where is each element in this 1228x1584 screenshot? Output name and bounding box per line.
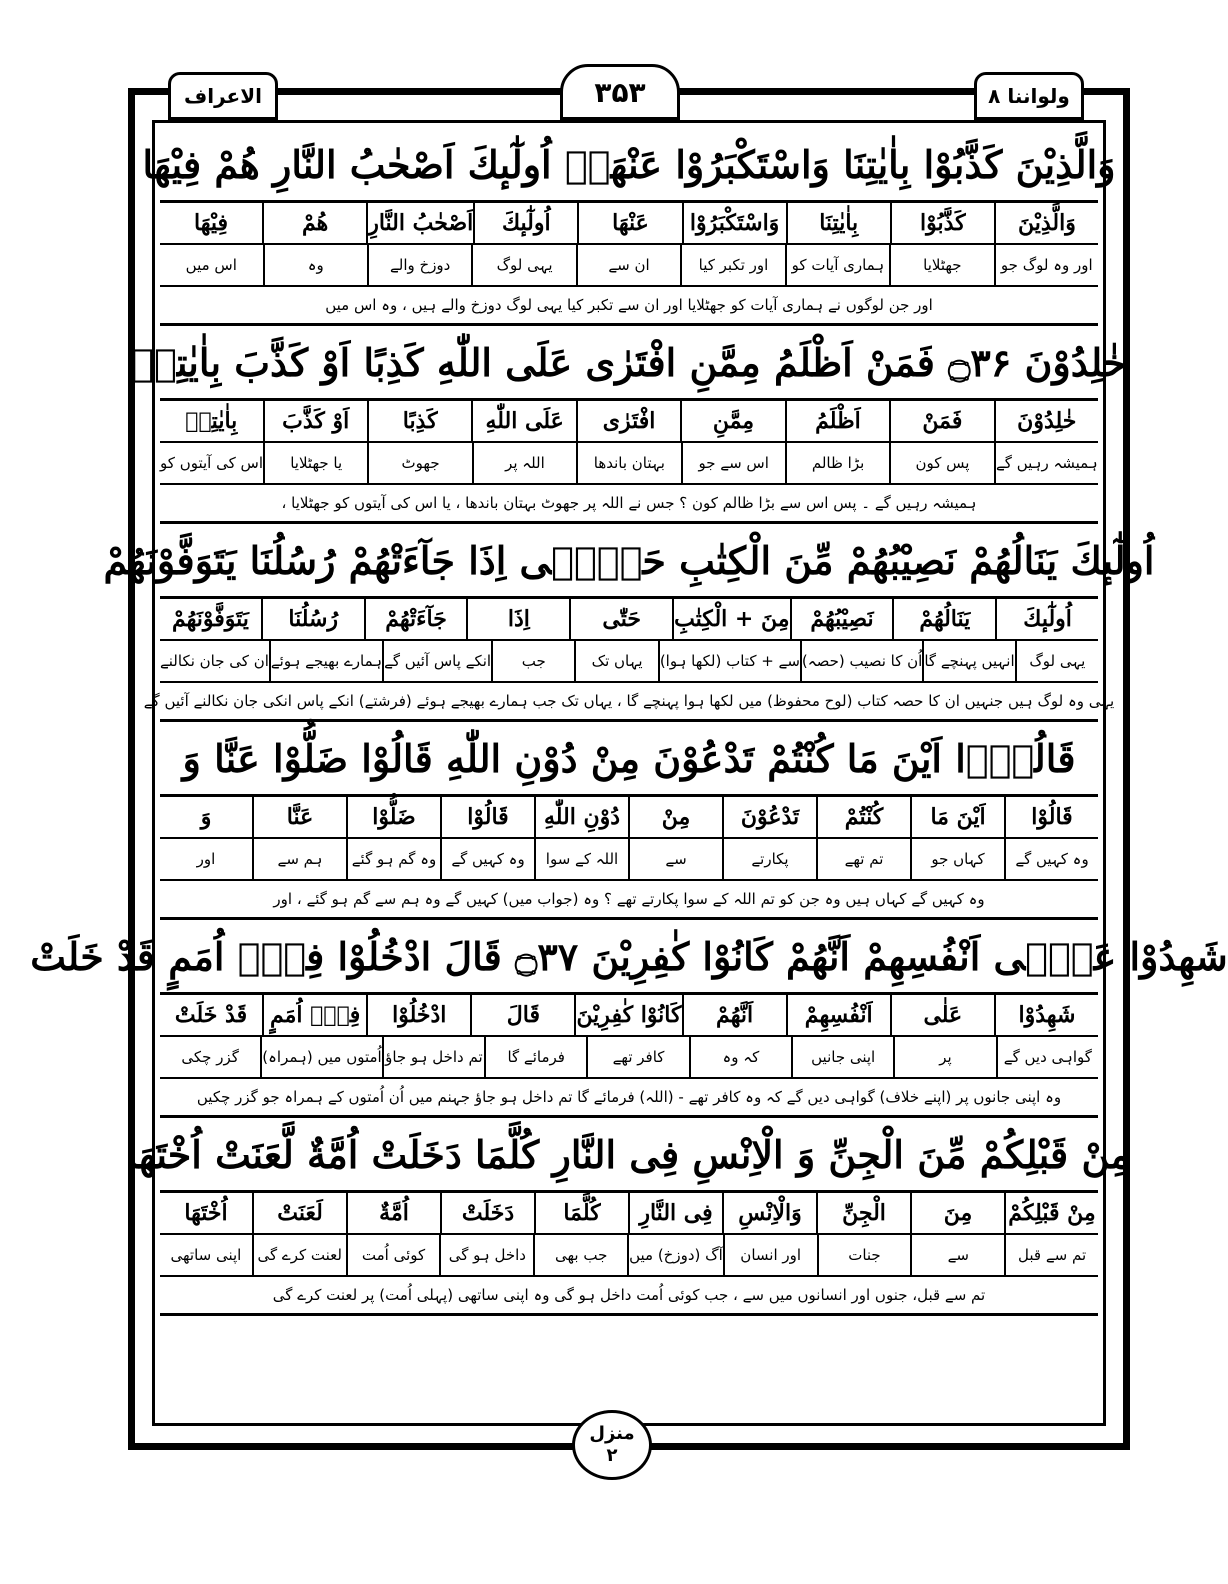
meaning-cell: یہی لوگ: [471, 245, 575, 285]
verse-section: [131, 326, 1127, 524]
word-cell: اَیْنَ مَا: [910, 797, 1004, 837]
meaning-cell: سے: [910, 1235, 1004, 1275]
word-cell: یَنَالُهُمْ: [892, 599, 995, 639]
meaning-cell: کہاں جو: [910, 839, 1004, 879]
meaning-cell: اس کی آیتوں کو: [160, 454, 263, 472]
translation-line: ہمیشہ رہیں گے ۔ پس اس سے بڑا ظالم کون ؟ جس نے اللہ پر جھوٹ بہتان باندھا ، یا اس کی آیتوں کو جھٹلایا ،: [281, 494, 977, 512]
meaning-cell: پکارتے: [722, 839, 816, 879]
page-content: [30, 128, 1228, 1316]
page-number: ۳۵۳: [594, 75, 646, 109]
word-cell: وَالَّذِیْنَ: [994, 203, 1098, 243]
meaning-row: [160, 1235, 1098, 1277]
meaning-cell: اس میں: [185, 256, 237, 274]
word-cell: عَنْهَا: [577, 203, 681, 243]
meaning-cell: ہماری آیات کو: [785, 245, 889, 285]
word-row: [160, 401, 1098, 443]
translation-line: وہ اپنی جانوں پر (اپنے خلاف) گواہی دیں گے کہ وہ کافر تھے - (اللہ) فرمائے گا تم داخل ہو جاؤ جہنم میں اُن اُمتوں کے ہمراہ جو گزر چکیں: [196, 1088, 1062, 1106]
word-cell: اُخْتَهَا: [184, 1200, 228, 1226]
word-cell: اُولٰٓىٕكَ: [995, 599, 1098, 639]
word-cell: لَعَنَتْ: [252, 1193, 346, 1233]
word-cell: قَالُوْا: [440, 797, 534, 837]
word-cell: وَالْاِنْسِ: [722, 1193, 816, 1233]
page-number-tab: [560, 64, 680, 120]
word-cell: اُولٰٓىٕكَ: [473, 203, 577, 243]
word-cell: مِنَ: [910, 1193, 1004, 1233]
juz-name-tab: [974, 72, 1084, 120]
meaning-cell: پس کون: [889, 443, 993, 483]
word-cell: اَنْفُسِهِمْ: [786, 995, 890, 1035]
meaning-cell: جب بھی: [533, 1235, 627, 1275]
word-cell: كَذِبًا: [367, 401, 471, 441]
word-cell: وَاسْتَكْبَرُوْا: [682, 203, 786, 243]
word-cell: جَآءَتْهُمْ: [364, 599, 467, 639]
meaning-cell: کوئی اُمت: [346, 1235, 440, 1275]
word-cell: هُمْ: [262, 203, 366, 243]
word-cell: كُنْتُمْ: [816, 797, 910, 837]
word-cell: عَلٰى: [890, 995, 994, 1035]
word-cell: بِاٰیٰتِهٖ: [185, 408, 238, 434]
meaning-cell: ان سے: [576, 245, 680, 285]
meaning-cell: جھوٹ: [367, 443, 471, 483]
meaning-cell: گواہی دیں گے: [996, 1037, 1098, 1077]
meaning-cell: تم تھے: [816, 839, 910, 879]
meaning-row: [160, 1037, 1098, 1079]
surah-name: الاعراف: [184, 84, 262, 108]
meaning-cell: ہمیشہ رہیں گے: [994, 443, 1098, 483]
meaning-cell: سے + کتاب (لکھا ہوا): [658, 641, 800, 681]
word-cell: كَانُوْا كٰفِرِیْنَ: [574, 995, 681, 1035]
meaning-cell: جب: [491, 641, 574, 681]
meaning-cell: کہ وہ: [689, 1037, 791, 1077]
word-cell: مِمَّنِ: [680, 401, 784, 441]
word-cell: فَمَنْ: [889, 401, 993, 441]
translation-line: یہی وہ لوگ ہیں جنہیں ان کا حصہ کتاب (لوح محفوظ) میں لکھا ہوا پہنچے گا ، یہاں تک جب ہمارے بھیجے ہوئے (فرشتے) انکے پاس انکی جان نکالنے آئیں گے: [143, 692, 1115, 710]
meaning-row: [160, 641, 1098, 683]
meaning-cell: داخل ہو گی: [439, 1235, 533, 1275]
manzil-marker: [572, 1410, 652, 1480]
meaning-cell: وہ: [263, 245, 367, 285]
word-cell: قَدْ خَلَتْ: [174, 1002, 248, 1028]
word-cell: نَصِیْبُهُمْ: [790, 599, 893, 639]
word-cell: قَالُوْا: [1004, 797, 1098, 837]
word-cell: فِیْهَا: [194, 210, 229, 236]
word-row: [160, 995, 1098, 1037]
juz-name: ولواننا ۸: [988, 84, 1070, 108]
meaning-cell: اس سے جو: [681, 443, 785, 483]
word-cell: رُسُلُنَا: [261, 599, 364, 639]
meaning-cell: یا جھٹلایا: [263, 443, 367, 483]
meaning-cell: آگ (دوزخ) میں: [627, 1235, 723, 1275]
meaning-cell: اپنی جانیں: [791, 1037, 893, 1077]
meaning-cell: پر: [893, 1037, 995, 1077]
word-cell: حَتّٰى: [569, 599, 672, 639]
word-cell: خٰلِدُوْنَ: [994, 401, 1098, 441]
meaning-cell: اُن کا نصیب (حصہ): [800, 641, 922, 681]
meaning-cell: وہ کہیں گے: [1004, 839, 1098, 879]
translation-line: وہ کہیں گے کہاں ہیں وہ جن کو تم اللہ کے سوا پکارتے تھے ؟ وہ (جواب میں) کہیں گے وہ ہم سے گم ہو گئے ، اور: [273, 890, 985, 908]
word-cell: اُمَّةٌ: [346, 1193, 440, 1233]
translation-line: تم سے قبل، جنوں اور انسانوں میں سے ، جب کوئی اُمت داخل ہو گی وہ اپنی ساتھی (پہلی اُمت) پر لعنت کرے گی: [272, 1286, 986, 1304]
meaning-row: [160, 839, 1098, 881]
meaning-cell: لعنت کرے گی: [252, 1235, 346, 1275]
meaning-cell: اور تکبر کیا: [680, 245, 784, 285]
verse-section: [103, 524, 1155, 722]
meaning-cell: اپنی ساتھی: [170, 1246, 242, 1264]
meaning-row: [160, 443, 1098, 485]
meaning-cell: اُمتوں میں (ہمراہ): [260, 1037, 381, 1077]
word-cell: دَخَلَتْ: [440, 1193, 534, 1233]
word-cell: اَوْ كَذَّبَ: [263, 401, 367, 441]
word-cell: مِنْ: [628, 797, 722, 837]
word-cell: اِذَا: [466, 599, 569, 639]
meaning-cell: فرمائے گا: [484, 1037, 586, 1077]
meaning-row: [160, 245, 1098, 287]
word-cell: اَصْحٰبُ النَّارِ: [366, 203, 473, 243]
word-cell: افْتَرٰى: [576, 401, 680, 441]
word-cell: شَهِدُوْا: [994, 995, 1098, 1035]
meaning-cell: بڑا ظالم: [785, 443, 889, 483]
meaning-cell: بہتان باندھا: [576, 443, 680, 483]
meaning-cell: ہم سے: [252, 839, 346, 879]
arabic-verse-line: خٰلِدُوْنَ ۝۳۶ فَمَنْ اَظْلَمُ مِمَّنِ افْتَرٰى عَلَى اللّٰهِ كَذِبًا اَوْ كَذَّبَ بِاٰیٰتِهٖ: [160, 326, 1098, 401]
meaning-cell: ان کی جان نکالنے: [159, 652, 269, 670]
word-cell: مِنْ قَبْلِكُمْ: [1004, 1193, 1098, 1233]
arabic-verse-line: شَهِدُوْا عَلٰۤى اَنْفُسِهِمْ اَنَّهُمْ كَانُوْا كٰفِرِیْنَ ۝۳۷ قَالَ ادْخُلُوْا فِیْۤ اُمَمٍ قَدْ خَلَتْ: [160, 920, 1098, 995]
verse-section: [142, 128, 1116, 326]
meaning-cell: سے: [628, 839, 722, 879]
manzil-number: ۲: [606, 1445, 618, 1466]
word-cell: كُلَّمَا: [534, 1193, 628, 1233]
word-row: [160, 203, 1098, 245]
word-cell: دُوْنِ اللّٰهِ: [534, 797, 628, 837]
arabic-verse-line: قَالُوْۤا اَیْنَ مَا كُنْتُمْ تَدْعُوْنَ مِنْ دُوْنِ اللّٰهِ قَالُوْا ضَلُّوْا عَنَّا وَ: [160, 722, 1098, 797]
word-cell: عَلَى اللّٰهِ: [471, 401, 575, 441]
manzil-label: منزل: [589, 1423, 635, 1444]
arabic-verse-line: مِنْ قَبْلِكُمْ مِّنَ الْجِنِّ وَ الْاِنْسِ فِی النَّارِ كُلَّمَا دَخَلَتْ اُمَّةٌ لَّعَنَتْ اُخْتَهَا: [160, 1118, 1098, 1193]
meaning-cell: وہ کہیں گے: [440, 839, 534, 879]
word-cell: تَدْعُوْنَ: [722, 797, 816, 837]
arabic-verse-line: وَالَّذِیْنَ كَذَّبُوْا بِاٰیٰتِنَا وَاسْتَكْبَرُوْا عَنْهَاۤ اُولٰٓىٕكَ اَصْحٰبُ النَّارِ هُمْ فِیْهَا: [160, 128, 1098, 203]
translation-line: اور جن لوگوں نے ہماری آیات کو جھٹلایا اور ان سے تکبر کیا یہی لوگ دوزخ والے ہیں ، وہ اس میں: [325, 296, 933, 314]
meaning-cell: یہاں تک: [574, 641, 657, 681]
meaning-cell: تم سے قبل: [1004, 1235, 1098, 1275]
meaning-cell: وہ گم ہو گئے: [346, 839, 440, 879]
word-row: [160, 599, 1098, 641]
meaning-cell: اور وہ لوگ جو: [994, 245, 1098, 285]
meaning-cell: کافر تھے: [586, 1037, 688, 1077]
meaning-cell: دوزخ والے: [367, 245, 471, 285]
verse-section: [160, 722, 1098, 920]
meaning-cell: یہی لوگ: [1015, 641, 1098, 681]
word-cell: فِی النَّارِ: [628, 1193, 722, 1233]
word-cell: قَالَ: [470, 995, 574, 1035]
meaning-cell: جنات: [817, 1235, 911, 1275]
meaning-cell: انہیں پہنچے گا: [922, 641, 1014, 681]
meaning-cell: انکے پاس آئیں گے: [382, 641, 491, 681]
word-cell: یَتَوَفَّوْنَهُمْ: [171, 606, 249, 632]
verse-section: [127, 1118, 1131, 1316]
word-cell: اَنَّهُمْ: [682, 995, 786, 1035]
word-cell: فِیْۤ اُمَمٍ: [262, 995, 366, 1035]
word-row: [160, 797, 1098, 839]
surah-name-tab: [168, 72, 278, 120]
word-cell: اَظْلَمُ: [785, 401, 889, 441]
word-cell: الْجِنِّ: [816, 1193, 910, 1233]
meaning-cell: اللہ کے سوا: [534, 839, 628, 879]
meaning-cell: ہمارے بھیجے ہوئے: [269, 641, 382, 681]
meaning-cell: اور انسان: [723, 1235, 817, 1275]
arabic-verse-line: اُولٰٓىٕكَ یَنَالُهُمْ نَصِیْبُهُمْ مِّنَ الْكِتٰبِ حَتّٰۤى اِذَا جَآءَتْهُمْ رُسُلُنَا یَتَوَفَّوْنَهُمْ: [160, 524, 1098, 599]
word-cell: بِاٰیٰتِنَا: [786, 203, 890, 243]
meaning-cell: گزر چکی: [181, 1048, 239, 1066]
word-cell: وَ: [200, 804, 212, 830]
word-cell: مِنَ + الْكِتٰبِ: [672, 599, 790, 639]
word-cell: عَنَّا: [252, 797, 346, 837]
word-cell: كَذَّبُوْا: [890, 203, 994, 243]
meaning-cell: اور: [196, 850, 216, 868]
meaning-cell: تم داخل ہو جاؤ: [382, 1037, 484, 1077]
verse-section: [30, 920, 1228, 1118]
word-cell: ضَلُّوْا: [346, 797, 440, 837]
meaning-cell: جھٹلایا: [889, 245, 993, 285]
word-row: [160, 1193, 1098, 1235]
meaning-cell: اللہ پر: [472, 443, 576, 483]
word-cell: ادْخُلُوْا: [366, 995, 470, 1035]
